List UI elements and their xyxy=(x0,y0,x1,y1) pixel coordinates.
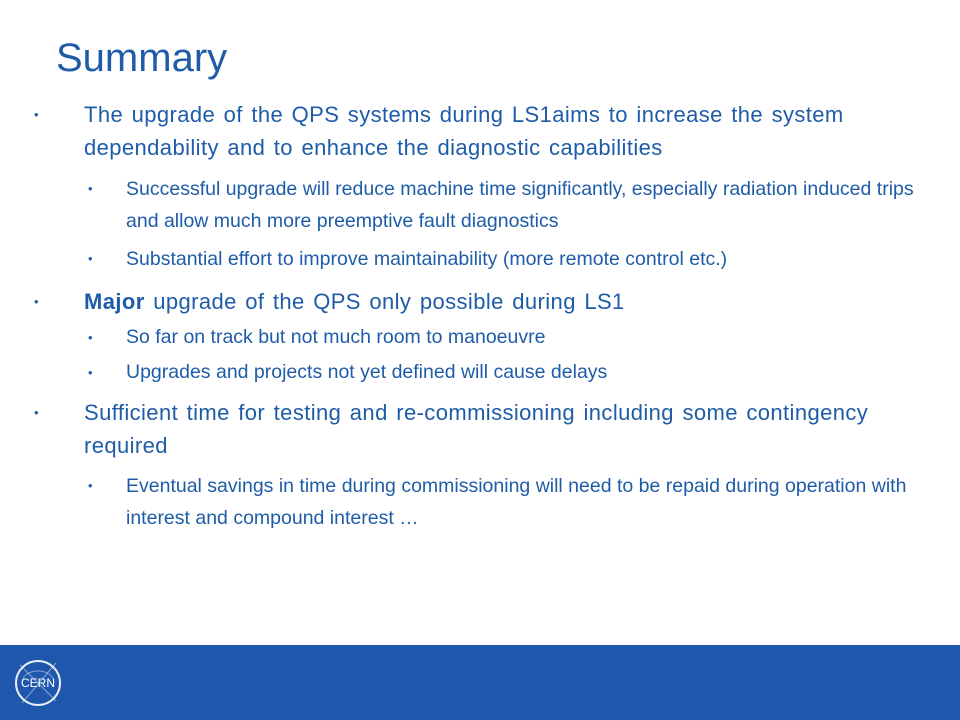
sub-bullet-point xyxy=(0,173,960,237)
page-title: Summary xyxy=(56,36,228,80)
bullet-icon: • xyxy=(34,405,39,420)
bullet-point xyxy=(0,396,960,462)
sub-bullet-point xyxy=(0,322,960,353)
cern-logo-icon xyxy=(8,653,68,713)
footer-bar xyxy=(0,645,960,720)
sub-bullet-text: Successful upgrade will reduce machine time significantly, especially radiation induced trips and allow much more preemptive fault diagnostics xyxy=(126,178,914,232)
bullet-icon: • xyxy=(88,478,93,493)
sub-bullet-point xyxy=(0,357,960,388)
bullet-icon: • xyxy=(88,330,93,345)
sub-bullet-text: Substantial effort to improve maintainability (more remote control etc.) xyxy=(126,248,728,270)
sub-bullet-text: So far on track but not much room to manoeuvre xyxy=(126,326,546,348)
bullet-point xyxy=(0,285,960,318)
bullet-icon: • xyxy=(34,107,39,122)
slide-content xyxy=(0,96,960,534)
sub-bullet-point xyxy=(0,243,960,275)
sub-bullet-point xyxy=(0,470,960,534)
bullet-icon: • xyxy=(34,294,39,309)
sub-bullet-text: Upgrades and projects not yet defined will cause delays xyxy=(126,361,608,383)
sub-bullet-text: Eventual savings in time during commissioning will need to be repaid during operation with interest and compound interest … xyxy=(126,475,907,529)
cern-logo-text: CERN xyxy=(20,676,56,690)
bullet-point xyxy=(0,98,960,164)
bold-emphasis: Major xyxy=(84,289,145,314)
bullet-text: The upgrade of the QPS systems during LS1aims to increase the system dependability and to enhance the diagnostic capabilities xyxy=(84,102,844,160)
bullet-icon: • xyxy=(88,181,93,196)
bullet-icon: • xyxy=(88,365,93,380)
bullet-icon: • xyxy=(88,251,93,266)
bullet-text: upgrade of the QPS only possible during LS1 xyxy=(144,289,625,314)
bullet-text: Sufficient time for testing and re-commissioning including some contingency required xyxy=(84,400,869,458)
